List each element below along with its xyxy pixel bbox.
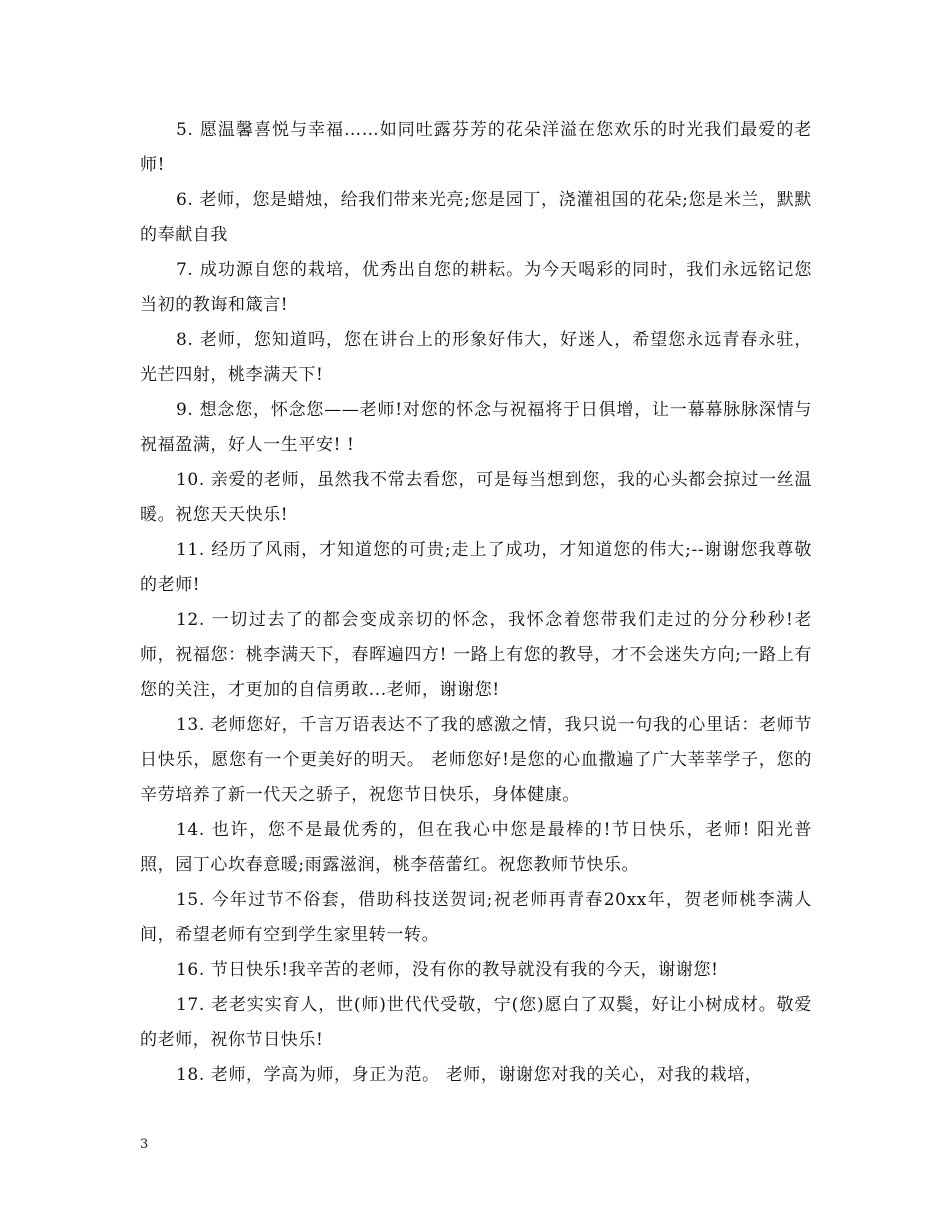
paragraph: 6. 老师，您是蜡烛，给我们带来光亮;您是园丁，浇灌祖国的花朵;您是米兰，默默的奉献自我: [140, 190, 812, 245]
paragraph: 18. 老师，学高为师，身正为范。 老师，谢谢您对我的关心，对我的栽培，: [176, 1065, 763, 1085]
document-body: [140, 113, 812, 1093]
paragraph: 14. 也许，您不是最优秀的，但在我心中您是最棒的!节日快乐，老师! 阳光普照，园丁心坎春意暖;雨露滋润，桃李蓓蕾红。祝您教师节快乐。: [140, 820, 812, 875]
paragraph: 17. 老老实实育人，世(师)世代代受敬，宁(您)愿白了双鬓，好让小树成材。敬爱的老师，祝你节日快乐!: [140, 995, 812, 1050]
paragraph: 10. 亲爱的老师，虽然我不常去看您，可是每当想到您，我的心头都会掠过一丝温暖。祝您天天快乐!: [140, 470, 812, 525]
paragraph: 7. 成功源自您的栽培，优秀出自您的耕耘。为今天喝彩的同时，我们永远铭记您当初的教诲和箴言!: [140, 260, 812, 315]
paragraph: 8. 老师，您知道吗，您在讲台上的形象好伟大，好迷人，希望您永远青春永驻，光芒四射，桃李满天下!: [140, 330, 812, 385]
paragraph: 15. 今年过节不俗套，借助科技送贺词;祝老师再青春20xx年，贺老师桃李满人间，希望老师有空到学生家里转一转。: [140, 890, 812, 945]
paragraph: 16. 节日快乐!我辛苦的老师，没有你的教导就没有我的今天，谢谢您!: [176, 960, 719, 980]
paragraph: 12. 一切过去了的都会变成亲切的怀念，我怀念着您带我们走过的分分秒秒!老师，祝福您：桃李满天下，春晖遍四方! 一路上有您的教导，才不会迷失方向;一路上有您的关注，才更加的自信勇敢...老师，谢谢您!: [140, 610, 812, 700]
paragraph: 5. 愿温馨喜悦与幸福……如同吐露芬芳的花朵洋溢在您欢乐的时光我们最爱的老师!: [140, 120, 812, 175]
paragraph: 9. 想念您，怀念您——老师!对您的怀念与祝福将于日俱增，让一幕幕脉脉深情与祝福盈满，好人一生平安! !: [140, 400, 812, 455]
page-number: 3: [140, 1137, 149, 1152]
paragraph: 13. 老师您好，千言万语表达不了我的感激之情，我只说一句我的心里话：老师节日快乐，愿您有一个更美好的明天。 老师您好!是您的心血撒遍了广大莘莘学子，您的辛劳培养了新一代天之骄子，祝您节日快乐，身体健康。: [140, 715, 812, 805]
paragraph: 11. 经历了风雨，才知道您的可贵;走上了成功，才知道您的伟大;--谢谢您我尊敬的老师!: [140, 540, 812, 595]
